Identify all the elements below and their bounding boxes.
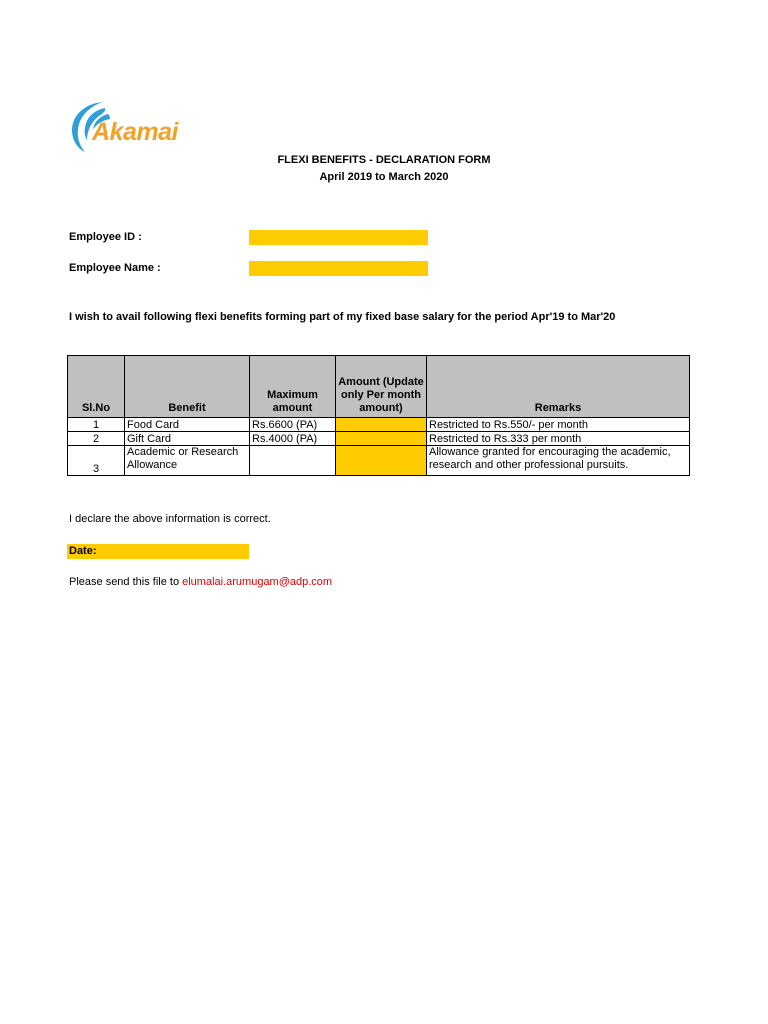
row-benefit: Food Card xyxy=(125,418,250,432)
email-link[interactable]: elumalai.arumugam@adp.com xyxy=(182,576,333,588)
declaration-text: I declare the above information is correct. xyxy=(69,513,271,525)
row-remarks: Restricted to Rs.550/- per month xyxy=(427,418,690,432)
row-max-amount: Rs.6600 (PA) xyxy=(250,418,336,432)
send-instruction xyxy=(69,576,332,588)
row-benefit: Gift Card xyxy=(125,432,250,446)
row-amount-input[interactable] xyxy=(336,432,427,446)
intro-statement: I wish to avail following flexi benefits forming part of my fixed base salary for the period Apr'19 to Mar'20 xyxy=(69,311,616,323)
send-text: Please send this file to xyxy=(69,576,183,588)
table-row xyxy=(68,446,690,476)
form-title: FLEXI BENEFITS - DECLARATION FORM xyxy=(277,154,491,166)
form-period: April 2019 to March 2020 xyxy=(319,171,449,183)
benefits-table xyxy=(67,355,690,476)
header-max-amount: Maximum amount xyxy=(250,356,336,418)
employee-name-field[interactable] xyxy=(249,261,428,276)
row-amount-input[interactable] xyxy=(336,418,427,432)
header-remarks: Remarks xyxy=(427,356,690,418)
header-amount: Amount (Update only Per month amount) xyxy=(336,356,427,418)
row-remarks: Restricted to Rs.333 per month xyxy=(427,432,690,446)
table-header-row xyxy=(68,356,690,418)
table-row xyxy=(68,432,690,446)
row-remarks: Allowance granted for encouraging the academic, research and other professional pursuits. xyxy=(427,446,690,476)
row-slno: 2 xyxy=(68,432,125,446)
akamai-logo xyxy=(68,100,193,155)
row-benefit: Academic or Research Allowance xyxy=(125,446,250,476)
header-benefit: Benefit xyxy=(125,356,250,418)
date-label: Date: xyxy=(69,545,97,557)
akamai-logo-text: Akamai xyxy=(92,118,178,146)
employee-name-label: Employee Name : xyxy=(69,262,161,274)
row-slno: 1 xyxy=(68,418,125,432)
row-max-amount xyxy=(250,446,336,476)
employee-id-field[interactable] xyxy=(249,230,428,245)
row-amount-input[interactable] xyxy=(336,446,427,476)
table-row xyxy=(68,418,690,432)
row-slno: 3 xyxy=(68,446,125,476)
header-slno: Sl.No xyxy=(68,356,125,418)
row-max-amount: Rs.4000 (PA) xyxy=(250,432,336,446)
employee-id-label: Employee ID : xyxy=(69,231,142,243)
